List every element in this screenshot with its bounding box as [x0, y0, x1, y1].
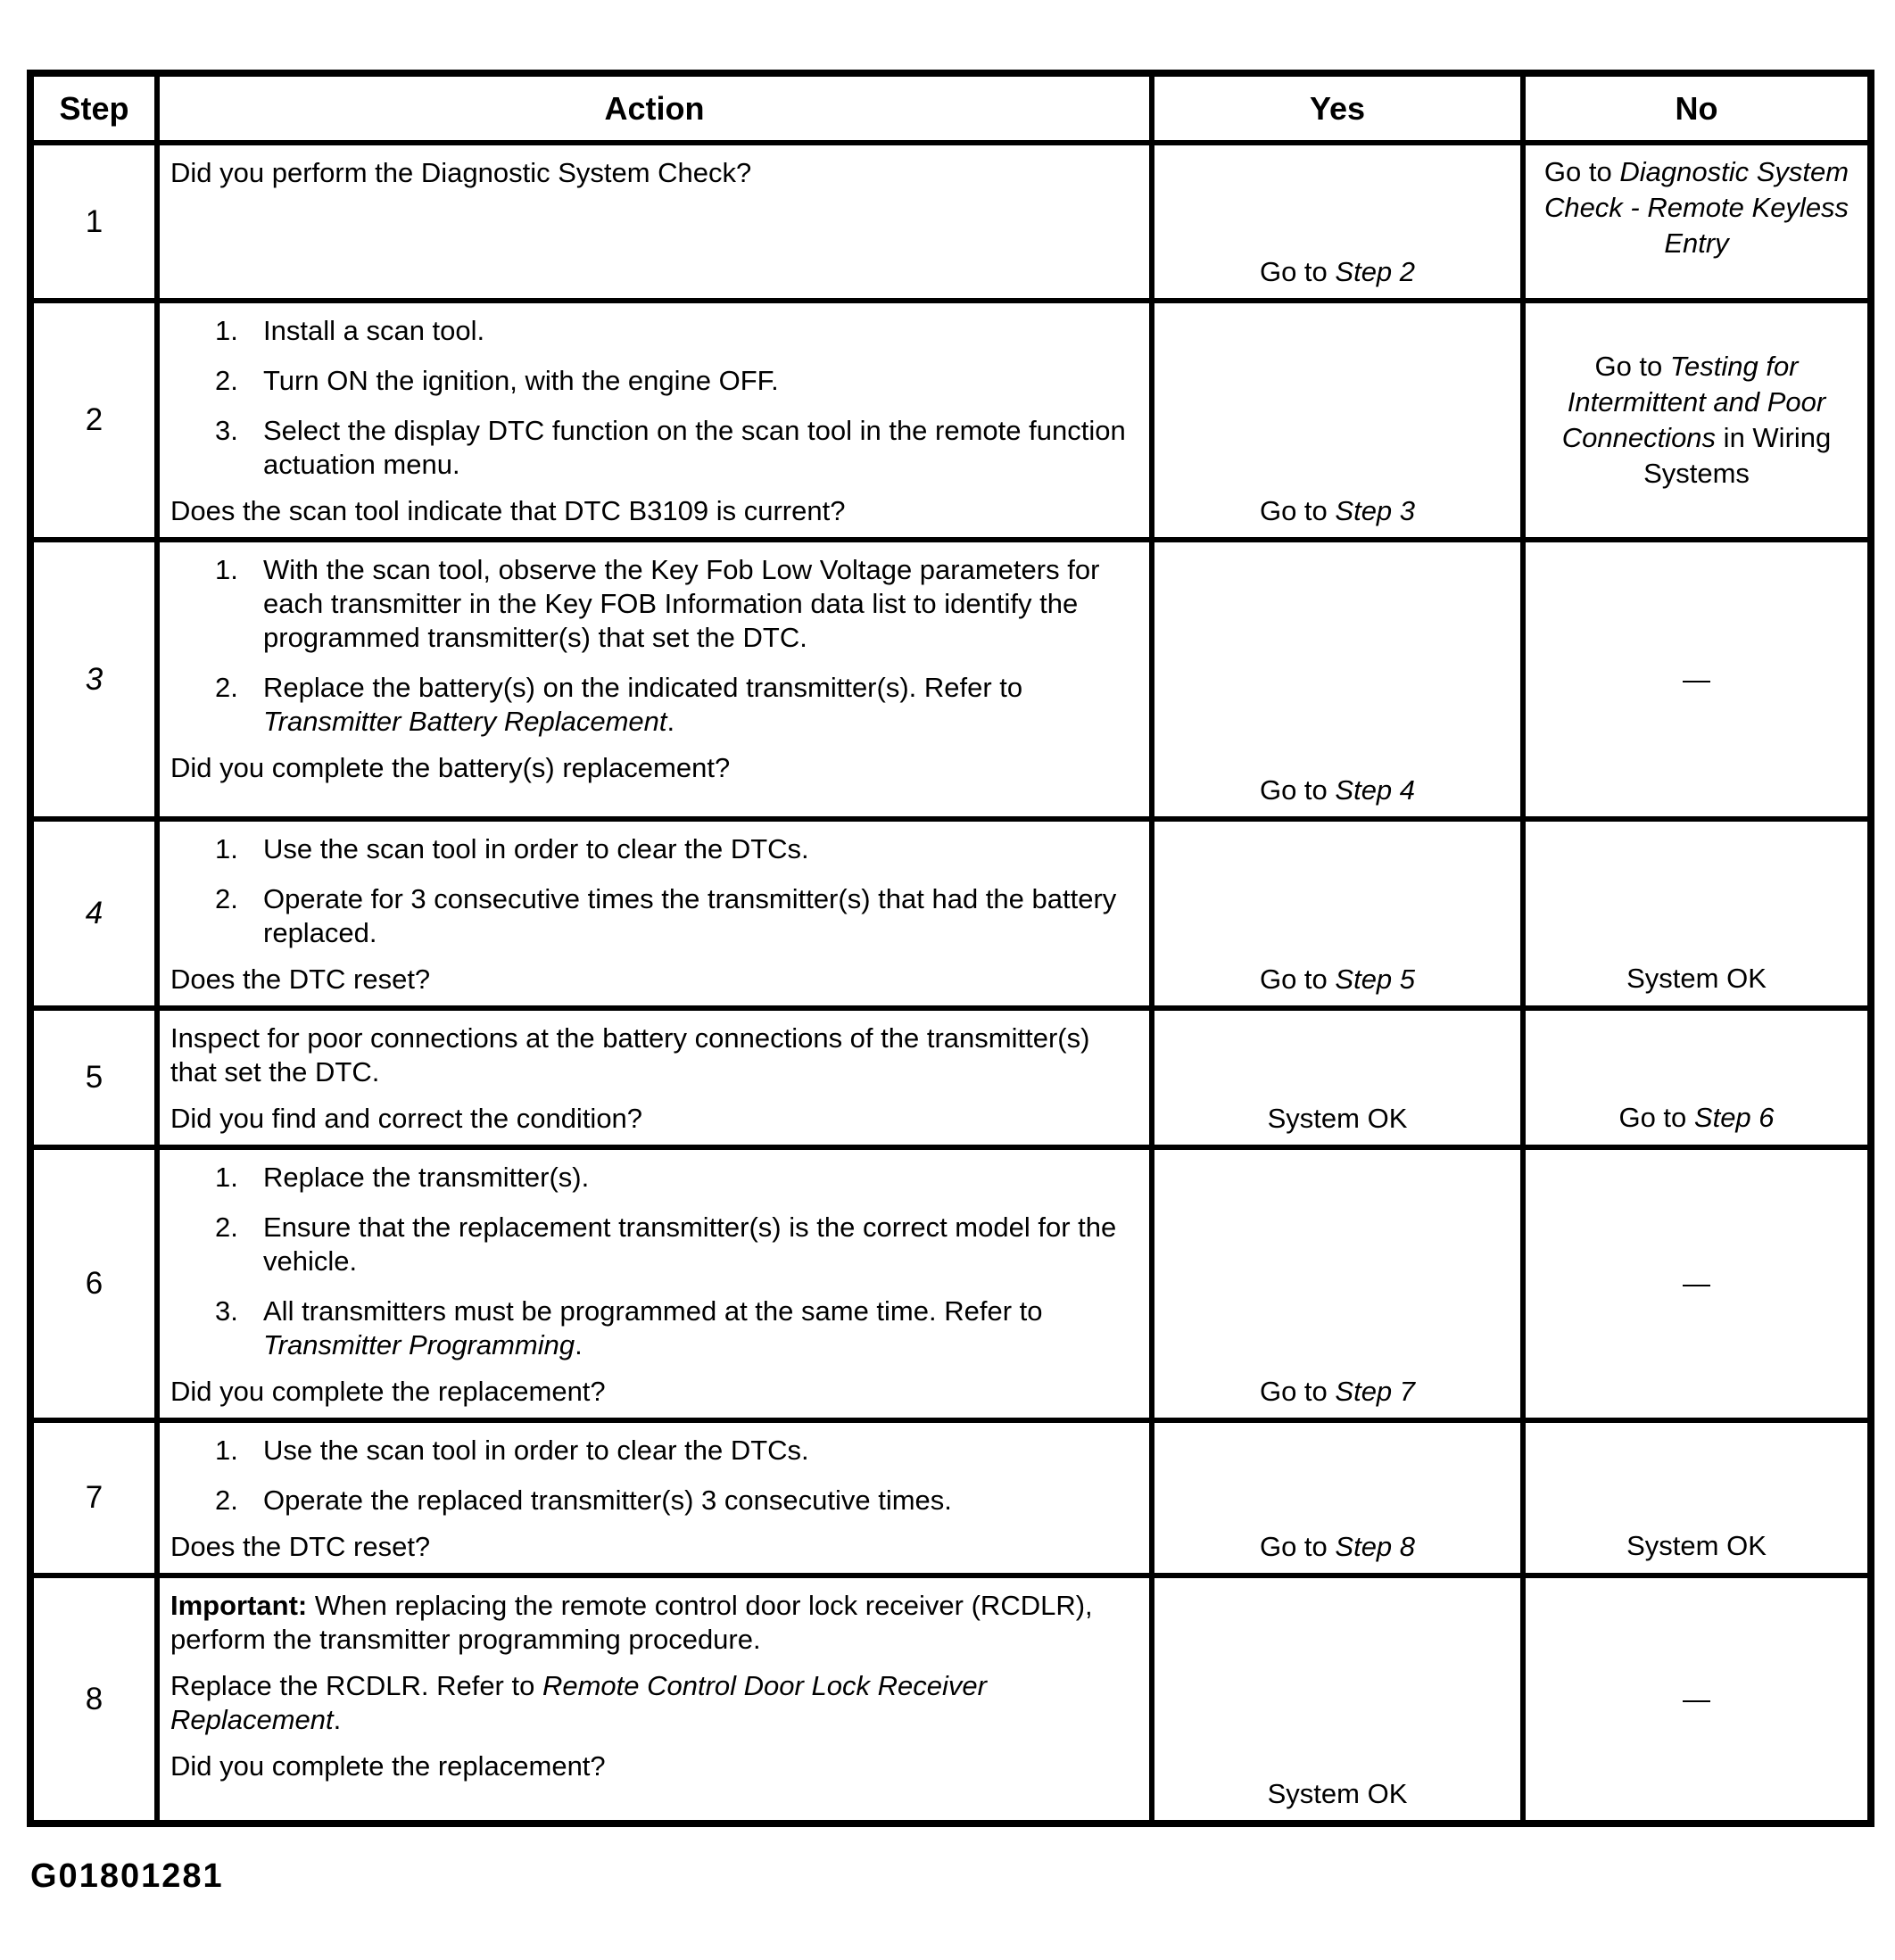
action-cell — [157, 1147, 1152, 1420]
list-item-text: Replace the transmitter(s). — [263, 1162, 590, 1193]
step-cell: 8 — [30, 1575, 157, 1824]
no-text: Go to Testing for Intermittent and Poor Connections in Wiring Systems — [1561, 351, 1832, 489]
yes-cell — [1152, 1008, 1523, 1147]
list-item-number: 2. — [215, 1484, 238, 1516]
yes-text: Go to Step 2 — [1259, 256, 1416, 287]
action-cell — [157, 1420, 1152, 1575]
yes-text: Go to Step 7 — [1259, 1376, 1416, 1407]
list-item-text: Install a scan tool. — [263, 315, 485, 346]
list-item — [215, 1211, 1137, 1278]
list-item-text: With the scan tool, observe the Key Fob Low Voltage parameters for each transmitter in the Key FOB Information data list to identify the programmed transmitter(s) that set the DTC. — [263, 554, 1100, 653]
action-cell — [157, 819, 1152, 1008]
header-yes: Yes — [1152, 73, 1523, 143]
no-text: System OK — [1626, 963, 1767, 994]
list-item — [215, 414, 1137, 482]
yes-cell — [1152, 301, 1523, 540]
step-cell: 6 — [30, 1147, 157, 1420]
no-cell — [1523, 1420, 1871, 1575]
no-text: Go to Step 6 — [1618, 1102, 1775, 1133]
no-cell — [1523, 1147, 1871, 1420]
step-cell: 3 — [30, 540, 157, 819]
step-cell: 1 — [30, 143, 157, 301]
yes-cell — [1152, 1575, 1523, 1824]
no-cell — [1523, 1575, 1871, 1824]
action-question: Does the DTC reset? — [170, 963, 431, 995]
list-item-text: Turn ON the ignition, with the engine OFF. — [263, 365, 779, 396]
action-question: Did you complete the replacement? — [170, 1376, 606, 1407]
action-cell — [157, 143, 1152, 301]
no-text: System OK — [1626, 1530, 1767, 1561]
action-para: Inspect for poor connections at the battery connections of the transmitter(s) that set the DTC. — [170, 1022, 1090, 1088]
step-cell: 7 — [30, 1420, 157, 1575]
yes-cell — [1152, 143, 1523, 301]
list-item-text: Operate the replaced transmitter(s) 3 consecutive times. — [263, 1484, 952, 1516]
action-cell — [157, 1008, 1152, 1147]
list-item — [215, 314, 1137, 348]
table-row — [30, 1575, 1871, 1824]
list-item-number: 1. — [215, 554, 238, 585]
action-list — [170, 314, 1137, 482]
page — [0, 70, 1895, 1960]
action-list — [170, 832, 1137, 950]
header-action: Action — [157, 73, 1152, 143]
yes-text: Go to Step 4 — [1259, 774, 1416, 806]
header-no: No — [1523, 73, 1871, 143]
list-item — [215, 1161, 1137, 1195]
list-item-text: All transmitters must be programmed at the same time. Refer to Transmitter Programming. — [263, 1295, 1043, 1360]
yes-cell — [1152, 1420, 1523, 1575]
list-item-text: Replace the battery(s) on the indicated transmitter(s). Refer to Transmitter Battery Replacement. — [263, 672, 1023, 737]
action-list — [170, 1161, 1137, 1362]
list-item-number: 2. — [215, 1212, 238, 1243]
action-question: Does the DTC reset? — [170, 1531, 431, 1562]
no-text: — — [1683, 1683, 1710, 1715]
list-item — [215, 832, 1137, 866]
no-text: — — [1683, 1268, 1710, 1299]
table-row — [30, 540, 1871, 819]
yes-text: System OK — [1267, 1103, 1408, 1134]
list-item-number: 3. — [215, 415, 238, 446]
list-item-text: Use the scan tool in order to clear the DTCs. — [263, 1435, 809, 1466]
no-cell — [1523, 143, 1871, 301]
no-cell — [1523, 540, 1871, 819]
list-item-number: 1. — [215, 1435, 238, 1466]
table-body — [30, 143, 1871, 1824]
no-cell — [1523, 1008, 1871, 1147]
list-item-text: Select the display DTC function on the scan tool in the remote function actuation menu. — [263, 415, 1126, 480]
table-row — [30, 301, 1871, 540]
list-item-number: 2. — [215, 883, 238, 914]
yes-text: Go to Step 5 — [1259, 963, 1416, 995]
list-item — [215, 671, 1137, 739]
action-question: Did you complete the battery(s) replacement? — [170, 752, 731, 783]
table-row — [30, 819, 1871, 1008]
action-para: Important: When replacing the remote control door lock receiver (RCDLR), perform the transmitter programming procedure. — [170, 1590, 1093, 1655]
action-para: Replace the RCDLR. Refer to Remote Control Door Lock Receiver Replacement. — [170, 1670, 987, 1735]
diagnostic-table — [27, 70, 1874, 1827]
no-text: Go to Diagnostic System Check - Remote Keyless Entry — [1543, 156, 1849, 259]
table-row — [30, 1420, 1871, 1575]
list-item-text: Use the scan tool in order to clear the DTCs. — [263, 833, 809, 864]
table-row — [30, 143, 1871, 301]
header-step: Step — [30, 73, 157, 143]
action-question: Does the scan tool indicate that DTC B3109 is current? — [170, 495, 846, 526]
list-item-number: 1. — [215, 833, 238, 864]
list-item-number: 2. — [215, 365, 238, 396]
step-cell: 2 — [30, 301, 157, 540]
list-item — [215, 882, 1137, 950]
step-cell: 4 — [30, 819, 157, 1008]
action-cell — [157, 1575, 1152, 1824]
action-cell — [157, 301, 1152, 540]
list-item-number: 1. — [215, 1162, 238, 1193]
list-item-number: 1. — [215, 315, 238, 346]
step-cell: 5 — [30, 1008, 157, 1147]
no-text: — — [1683, 663, 1710, 695]
action-question: Did you find and correct the condition? — [170, 1103, 643, 1134]
action-list — [170, 553, 1137, 739]
yes-cell — [1152, 1147, 1523, 1420]
list-item-number: 3. — [215, 1295, 238, 1327]
list-item — [215, 1434, 1137, 1468]
no-cell — [1523, 819, 1871, 1008]
list-item — [215, 553, 1137, 655]
table-row — [30, 1008, 1871, 1147]
table-header-row — [30, 73, 1871, 143]
list-item — [215, 364, 1137, 398]
list-item-number: 2. — [215, 672, 238, 703]
figure-id: G01801281 — [30, 1857, 224, 1895]
yes-text: Go to Step 3 — [1259, 495, 1416, 526]
action-question: Did you perform the Diagnostic System Check? — [170, 157, 752, 188]
yes-text: Go to Step 8 — [1259, 1531, 1416, 1562]
list-item-text: Ensure that the replacement transmitter(s) is the correct model for the vehicle. — [263, 1212, 1117, 1277]
yes-text: System OK — [1267, 1778, 1408, 1809]
table-row — [30, 1147, 1871, 1420]
action-question: Did you complete the replacement? — [170, 1750, 606, 1782]
list-item — [215, 1294, 1137, 1362]
list-item — [215, 1484, 1137, 1518]
list-item-text: Operate for 3 consecutive times the transmitter(s) that had the battery replaced. — [263, 883, 1117, 948]
no-cell — [1523, 301, 1871, 540]
yes-cell — [1152, 540, 1523, 819]
action-list — [170, 1434, 1137, 1518]
action-cell — [157, 540, 1152, 819]
yes-cell — [1152, 819, 1523, 1008]
